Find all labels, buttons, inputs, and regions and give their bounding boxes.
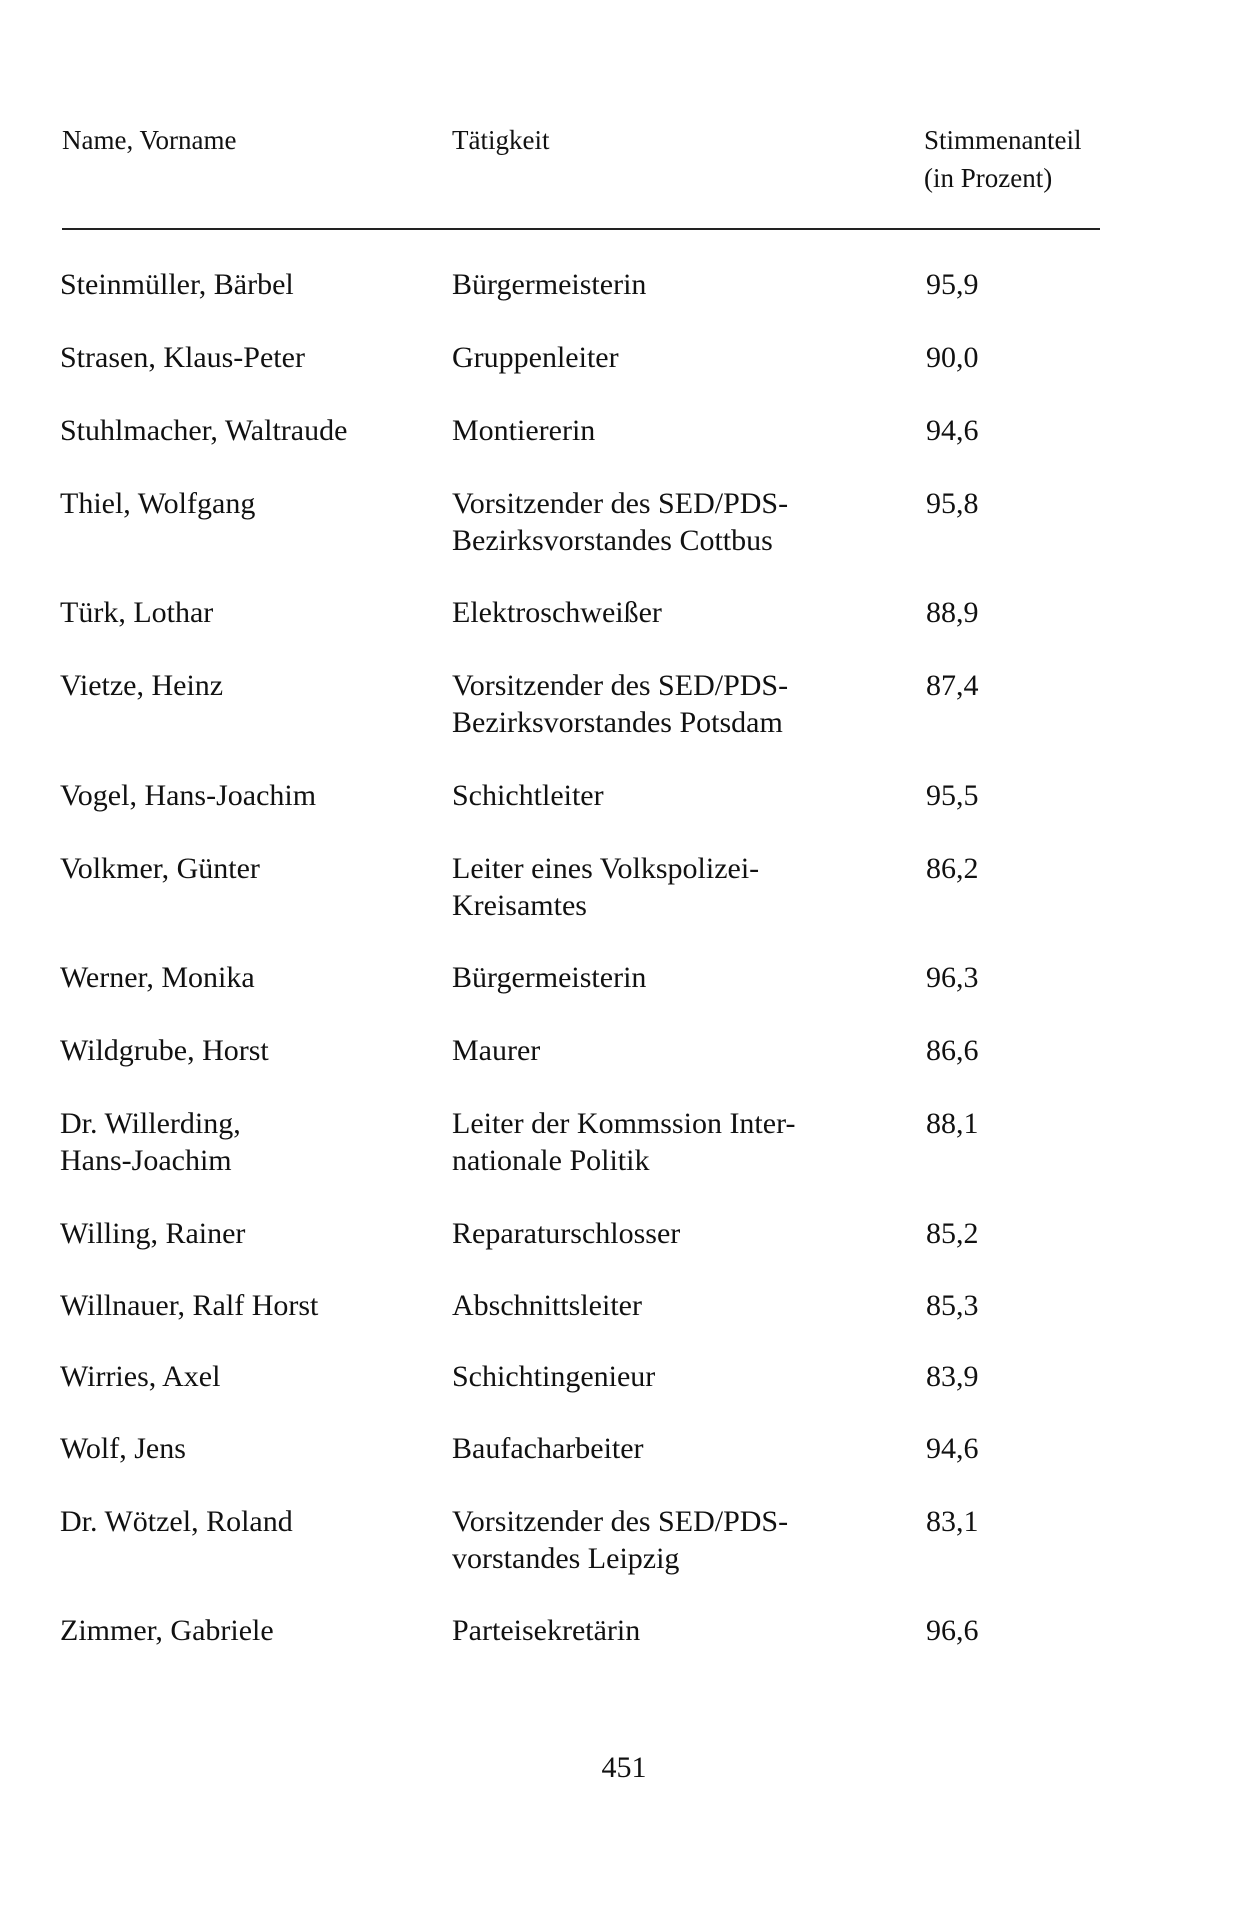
job-cell: Schichtleiter	[452, 779, 604, 812]
table-row	[0, 594, 1248, 674]
name-cell: Vogel, Hans-Joachim	[60, 779, 317, 812]
share-cell: 95,9	[926, 268, 979, 301]
job-cell: Bürgermeisterin	[452, 961, 647, 994]
name-cell: Wirries, Axel	[60, 1360, 221, 1393]
table-row	[0, 1430, 1248, 1510]
name-cell: Dr. Willerding, Hans-Joachim	[60, 1107, 241, 1177]
name-cell: Türk, Lothar	[60, 596, 214, 629]
job-cell: Bürgermeisterin	[452, 268, 647, 301]
share-cell: 94,6	[926, 414, 979, 447]
share-cell: 88,9	[926, 596, 979, 629]
share-cell: 94,6	[926, 1432, 979, 1465]
table-row	[0, 1215, 1248, 1295]
name-cell: Strasen, Klaus-Peter	[60, 341, 305, 374]
name-cell: Stuhlmacher, Waltraude	[60, 414, 348, 447]
column-header-share: Stimmenanteil (in Prozent)	[924, 125, 1082, 193]
job-cell: Abschnittsleiter	[452, 1289, 642, 1322]
job-cell: Leiter eines Volkspolizei- Kreisamtes	[452, 852, 760, 922]
share-cell: 85,2	[926, 1217, 979, 1250]
name-cell: Dr. Wötzel, Roland	[60, 1505, 293, 1538]
job-cell: Maurer	[452, 1034, 541, 1067]
name-cell: Werner, Monika	[60, 961, 255, 994]
share-cell: 83,9	[926, 1360, 979, 1393]
table-row	[0, 1358, 1248, 1438]
column-header-job: Tätigkeit	[452, 125, 550, 155]
table-row	[0, 667, 1248, 747]
page-number: 451	[601, 1751, 647, 1784]
table-row	[0, 777, 1248, 857]
name-cell: Volkmer, Günter	[60, 852, 260, 885]
share-cell: 96,3	[926, 961, 979, 994]
table-row	[0, 266, 1248, 346]
header-divider	[62, 228, 1100, 230]
name-cell: Thiel, Wolfgang	[60, 487, 256, 520]
share-cell: 96,6	[926, 1614, 979, 1647]
name-cell: Willing, Rainer	[60, 1217, 246, 1250]
share-cell: 87,4	[926, 669, 979, 702]
table-row	[0, 959, 1248, 1039]
table-row	[0, 1287, 1248, 1367]
column-header-name: Name, Vorname	[62, 125, 237, 155]
table-row	[0, 412, 1248, 492]
name-cell: Vietze, Heinz	[60, 669, 224, 702]
job-cell: Vorsitzender des SED/PDS- Bezirksvorstandes Cottbus	[452, 487, 789, 557]
name-cell: Willnauer, Ralf Horst	[60, 1289, 319, 1322]
name-cell: Wolf, Jens	[60, 1432, 186, 1465]
job-cell: Baufacharbeiter	[452, 1432, 644, 1465]
job-cell: Vorsitzender des SED/PDS- Bezirksvorstandes Potsdam	[452, 669, 789, 739]
name-cell: Steinmüller, Bärbel	[60, 268, 294, 301]
name-cell: Zimmer, Gabriele	[60, 1614, 274, 1647]
table-row	[0, 1503, 1248, 1583]
table-row	[0, 850, 1248, 930]
job-cell: Parteisekretärin	[452, 1614, 641, 1647]
table-row	[0, 1612, 1248, 1692]
job-cell: Vorsitzender des SED/PDS- vorstandes Leipzig	[452, 1505, 789, 1575]
share-cell: 95,5	[926, 779, 979, 812]
table-row	[0, 1032, 1248, 1112]
table-row	[0, 485, 1248, 565]
job-cell: Leiter der Kommssion Inter- nationale Politik	[452, 1107, 796, 1177]
table-row	[0, 339, 1248, 419]
job-cell: Gruppenleiter	[452, 341, 619, 374]
share-cell: 95,8	[926, 487, 979, 520]
table-row	[0, 1105, 1248, 1185]
name-cell: Wildgrube, Horst	[60, 1034, 269, 1067]
share-cell: 88,1	[926, 1107, 979, 1140]
job-cell: Elektroschweißer	[452, 596, 662, 629]
share-cell: 90,0	[926, 341, 979, 374]
share-cell: 83,1	[926, 1505, 979, 1538]
share-cell: 85,3	[926, 1289, 979, 1322]
job-cell: Montiererin	[452, 414, 596, 447]
job-cell: Schichtingenieur	[452, 1360, 656, 1393]
share-cell: 86,2	[926, 852, 979, 885]
job-cell: Reparaturschlosser	[452, 1217, 681, 1250]
share-cell: 86,6	[926, 1034, 979, 1067]
